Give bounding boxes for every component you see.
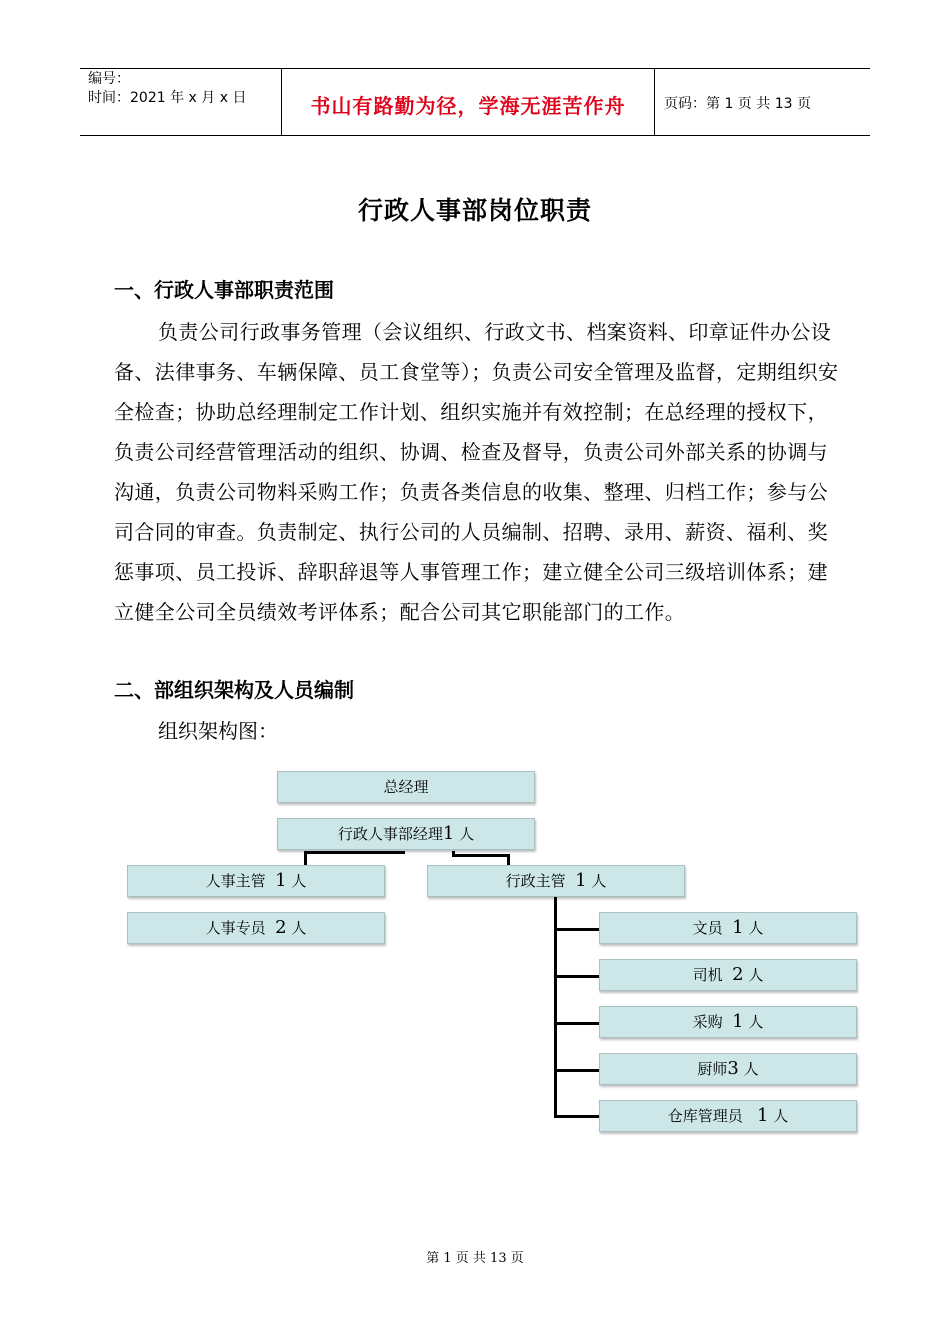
connector: [554, 1115, 600, 1118]
header-motto: 书山有路勤为径，学海无涯苦作舟: [310, 94, 626, 118]
header-page-number: 页码：第 1 页 共 13 页: [664, 96, 811, 112]
header-meta: [88, 70, 246, 108]
connector: [554, 1022, 600, 1025]
section-1-body: [114, 312, 844, 632]
org-box-unit: 人: [748, 1013, 764, 1031]
org-box-count: 3: [727, 1058, 739, 1079]
org-box-unit: 人: [459, 825, 475, 843]
connector: [304, 851, 405, 854]
org-box-warehouse: [599, 1100, 857, 1132]
org-box-count: 1: [575, 870, 587, 891]
section-2-heading: 二、部组织架构及人员编制: [114, 678, 354, 702]
org-box-unit: 人: [743, 1060, 759, 1078]
time-label: 时间：2021 年 x 月 x 日: [88, 90, 247, 106]
org-box-label: 采购: [692, 1013, 723, 1031]
org-box-label: 司机: [692, 966, 723, 984]
header-divider: [654, 68, 655, 136]
org-box-unit: 人: [748, 966, 764, 984]
number-label: 编号：: [88, 71, 130, 87]
org-box-general-manager: [277, 771, 535, 803]
org-box-count: 1: [757, 1105, 769, 1126]
org-box-purchasing: [599, 1006, 857, 1038]
org-box-unit: 人: [773, 1107, 789, 1125]
org-box-hr-specialist: [127, 912, 385, 944]
org-box-count: 1: [732, 917, 744, 938]
org-box-hr-supervisor: [127, 865, 385, 897]
org-box-label: 人事主管: [205, 872, 266, 890]
org-box-unit: 人: [748, 919, 764, 937]
org-box-label: 总经理: [383, 778, 429, 796]
document-title: 行政人事部岗位职责: [357, 196, 592, 225]
connector: [554, 1069, 600, 1072]
org-box-count: 2: [275, 917, 287, 938]
org-box-clerk: [599, 912, 857, 944]
connector: [554, 928, 600, 931]
section-1-heading: 一、行政人事部职责范围: [114, 278, 334, 302]
org-box-driver: [599, 959, 857, 991]
org-box-count: 1: [442, 823, 455, 844]
org-box-label: 行政主管: [505, 872, 566, 890]
org-chart-label: 组织架构图：: [158, 719, 278, 743]
org-box-count: 2: [732, 964, 744, 985]
connector: [452, 854, 510, 857]
org-box-hr-admin-manager: [277, 818, 535, 850]
org-box-count: 1: [275, 870, 287, 891]
org-box-unit: 人: [591, 872, 607, 890]
org-box-label: 文员: [692, 919, 723, 937]
org-box-label: 厨师: [697, 1060, 728, 1078]
org-box-label: 人事专员: [205, 919, 266, 937]
header-bottom-rule: [80, 135, 870, 136]
page-footer: 第 1 页 共 13 页: [426, 1251, 524, 1266]
org-box-chef: [599, 1053, 857, 1085]
org-box-label: 仓库管理员: [667, 1107, 743, 1125]
connector: [554, 975, 600, 978]
org-box-unit: 人: [291, 872, 307, 890]
org-box-label: 行政人事部经理: [337, 825, 443, 843]
header-top-rule: [80, 68, 870, 69]
org-box-admin-supervisor: [427, 865, 685, 897]
org-box-unit: 人: [291, 919, 307, 937]
section-1-paragraph: 负责公司行政事务管理（会议组织、行政文书、档案资料、印章证件办公设备、法律事务、车辆保障、员工食堂等）；负责公司安全管理及监督，定期组织安全检查；协助总经理制定工作计划、组织实施并有效控制；在总经理的授权下，负责公司经营管理活动的组织、协调、检查及督导，负责公司外部关系的协调与沟通，负责公司物料采购工作；负责各类信息的收集、整理、归档工作；参与公司合同的审查。负责制定、执行公司的人员编制、招聘、录用、薪资、福利、奖惩事项、员工投诉、辞职辞退等人事管理工作；建立健全公司三级培训体系；建立健全公司全员绩效考评体系；配合公司其它职能部门的工作。: [114, 320, 839, 624]
org-box-count: 1: [732, 1011, 744, 1032]
